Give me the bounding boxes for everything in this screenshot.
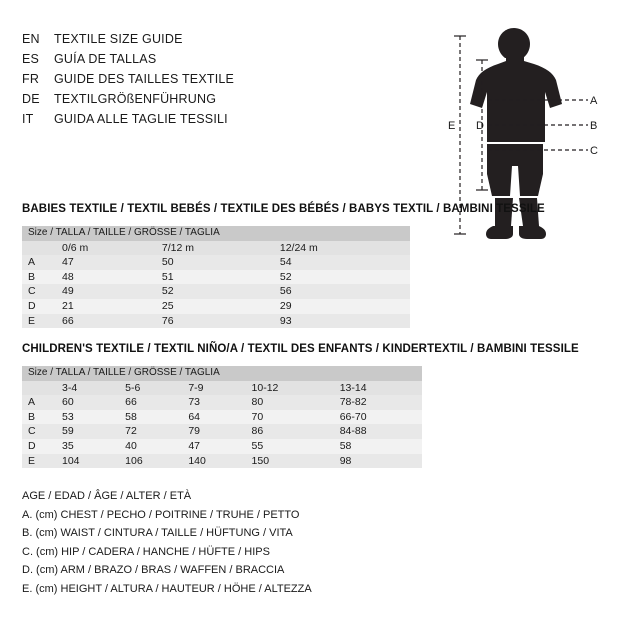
cell: 73 <box>182 395 245 410</box>
table-row <box>22 314 410 329</box>
column-header: 3-4 <box>56 381 119 396</box>
children-size-table <box>22 366 422 468</box>
legend-line-d: D. (cm) ARM / BRAZO / BRAS / WAFFEN / BRACCIA <box>22 564 285 577</box>
cell: 58 <box>119 410 182 425</box>
table-row <box>22 410 422 425</box>
cell: 78-82 <box>334 395 422 410</box>
cell: 47 <box>182 439 245 454</box>
cell: 66 <box>119 395 182 410</box>
column-header: 13-14 <box>334 381 422 396</box>
babies-size-table <box>22 226 410 328</box>
legend-line-b: B. (cm) WAIST / CINTURA / TAILLE / HÜFTUNG / VITA <box>22 527 293 540</box>
legend-line-a: A. (cm) CHEST / PECHO / POITRINE / TRUHE / PETTO <box>22 508 300 521</box>
language-title: TEXTILE SIZE GUIDE <box>54 32 183 46</box>
babies-size-header: Size / TALLA / TAILLE / GRÖSSE / TAGLIA <box>22 226 410 241</box>
column-header: 7-9 <box>182 381 245 396</box>
row-letter: E <box>22 314 56 329</box>
cell: 58 <box>334 439 422 454</box>
cell: 106 <box>119 454 182 469</box>
column-header: 10-12 <box>246 381 334 396</box>
children-size-header: Size / TALLA / TAILLE / GRÖSSE / TAGLIA <box>22 366 422 381</box>
cell: 49 <box>56 284 156 299</box>
cell: 47 <box>56 255 156 270</box>
language-code: EN <box>22 32 40 46</box>
cell: 70 <box>246 410 334 425</box>
figure-label-e: E <box>448 120 456 132</box>
child-silhouette-icon <box>440 22 610 252</box>
language-row-en <box>22 32 352 52</box>
column-header: 0/6 m <box>56 241 156 256</box>
language-title: GUÍA DE TALLAS <box>54 52 157 66</box>
cell: 40 <box>119 439 182 454</box>
table-row <box>22 270 410 285</box>
row-letter: C <box>22 424 56 439</box>
language-row-de <box>22 92 352 112</box>
language-code: DE <box>22 92 40 106</box>
figure-label-b: B <box>590 120 598 132</box>
cell: 84-88 <box>334 424 422 439</box>
cell: 60 <box>56 395 119 410</box>
cell: 80 <box>246 395 334 410</box>
table-head-row <box>22 226 410 241</box>
row-letter: E <box>22 454 56 469</box>
cell: 98 <box>334 454 422 469</box>
figure-label-c: C <box>590 145 598 157</box>
cell: 66 <box>56 314 156 329</box>
cell: 93 <box>274 314 410 329</box>
row-letter: D <box>22 439 56 454</box>
column-header: 5-6 <box>119 381 182 396</box>
row-letter: C <box>22 284 56 299</box>
legend-line-age: AGE / EDAD / ÂGE / ALTER / ETÀ <box>22 490 192 502</box>
table-head-row <box>22 366 422 381</box>
cell: 64 <box>182 410 245 425</box>
legend-line-c: C. (cm) HIP / CADERA / HANCHE / HÜFTE / HIPS <box>22 545 270 558</box>
cell: 76 <box>156 314 274 329</box>
cell: 79 <box>182 424 245 439</box>
row-letter: A <box>22 395 56 410</box>
language-code: FR <box>22 72 40 86</box>
table-column-row <box>22 241 410 256</box>
language-title: GUIDE DES TAILLES TEXTILE <box>54 72 235 86</box>
cell: 52 <box>274 270 410 285</box>
measurement-figure <box>440 22 610 252</box>
row-letter: A <box>22 255 56 270</box>
figure-label-d: D <box>476 120 484 132</box>
cell: 29 <box>274 299 410 314</box>
measurement-legend <box>22 487 312 599</box>
column-spacer <box>22 241 56 256</box>
cell: 56 <box>274 284 410 299</box>
language-row-fr <box>22 72 352 92</box>
cell: 72 <box>119 424 182 439</box>
row-letter: D <box>22 299 56 314</box>
cell: 150 <box>246 454 334 469</box>
table-column-row <box>22 381 422 396</box>
language-title-block <box>22 32 352 132</box>
cell: 54 <box>274 255 410 270</box>
table-row <box>22 395 422 410</box>
table-row <box>22 299 410 314</box>
cell: 59 <box>56 424 119 439</box>
cell: 52 <box>156 284 274 299</box>
cell: 66-70 <box>334 410 422 425</box>
language-title: TEXTILGRÖßENFÜHRUNG <box>54 92 217 106</box>
cell: 140 <box>182 454 245 469</box>
babies-section-title: BABIES TEXTILE / TEXTIL BEBÉS / TEXTILE DES BÉBÉS / BABYS TEXTIL / BAMBINI TESSILE <box>22 203 545 215</box>
language-title: GUIDA ALLE TAGLIE TESSILI <box>54 112 228 126</box>
table-row <box>22 439 422 454</box>
table-row <box>22 284 410 299</box>
cell: 53 <box>56 410 119 425</box>
cell: 104 <box>56 454 119 469</box>
language-code: ES <box>22 52 40 66</box>
children-section-title: CHILDREN'S TEXTILE / TEXTIL NIÑO/A / TEXTIL DES ENFANTS / KINDERTEXTIL / BAMBINI TESSILE <box>22 343 579 355</box>
column-header: 12/24 m <box>274 241 410 256</box>
cell: 35 <box>56 439 119 454</box>
cell: 51 <box>156 270 274 285</box>
row-letter: B <box>22 410 56 425</box>
row-letter: B <box>22 270 56 285</box>
table-row <box>22 454 422 469</box>
language-code: IT <box>22 112 34 126</box>
figure-label-a: A <box>590 95 598 107</box>
column-spacer <box>22 381 56 396</box>
legend-line-e: E. (cm) HEIGHT / ALTURA / HAUTEUR / HÖHE / ALTEZZA <box>22 582 312 595</box>
cell: 25 <box>156 299 274 314</box>
table-row <box>22 255 410 270</box>
table-row <box>22 424 422 439</box>
language-row-es <box>22 52 352 72</box>
cell: 50 <box>156 255 274 270</box>
cell: 55 <box>246 439 334 454</box>
cell: 86 <box>246 424 334 439</box>
cell: 48 <box>56 270 156 285</box>
column-header: 7/12 m <box>156 241 274 256</box>
language-row-it <box>22 112 352 132</box>
cell: 21 <box>56 299 156 314</box>
